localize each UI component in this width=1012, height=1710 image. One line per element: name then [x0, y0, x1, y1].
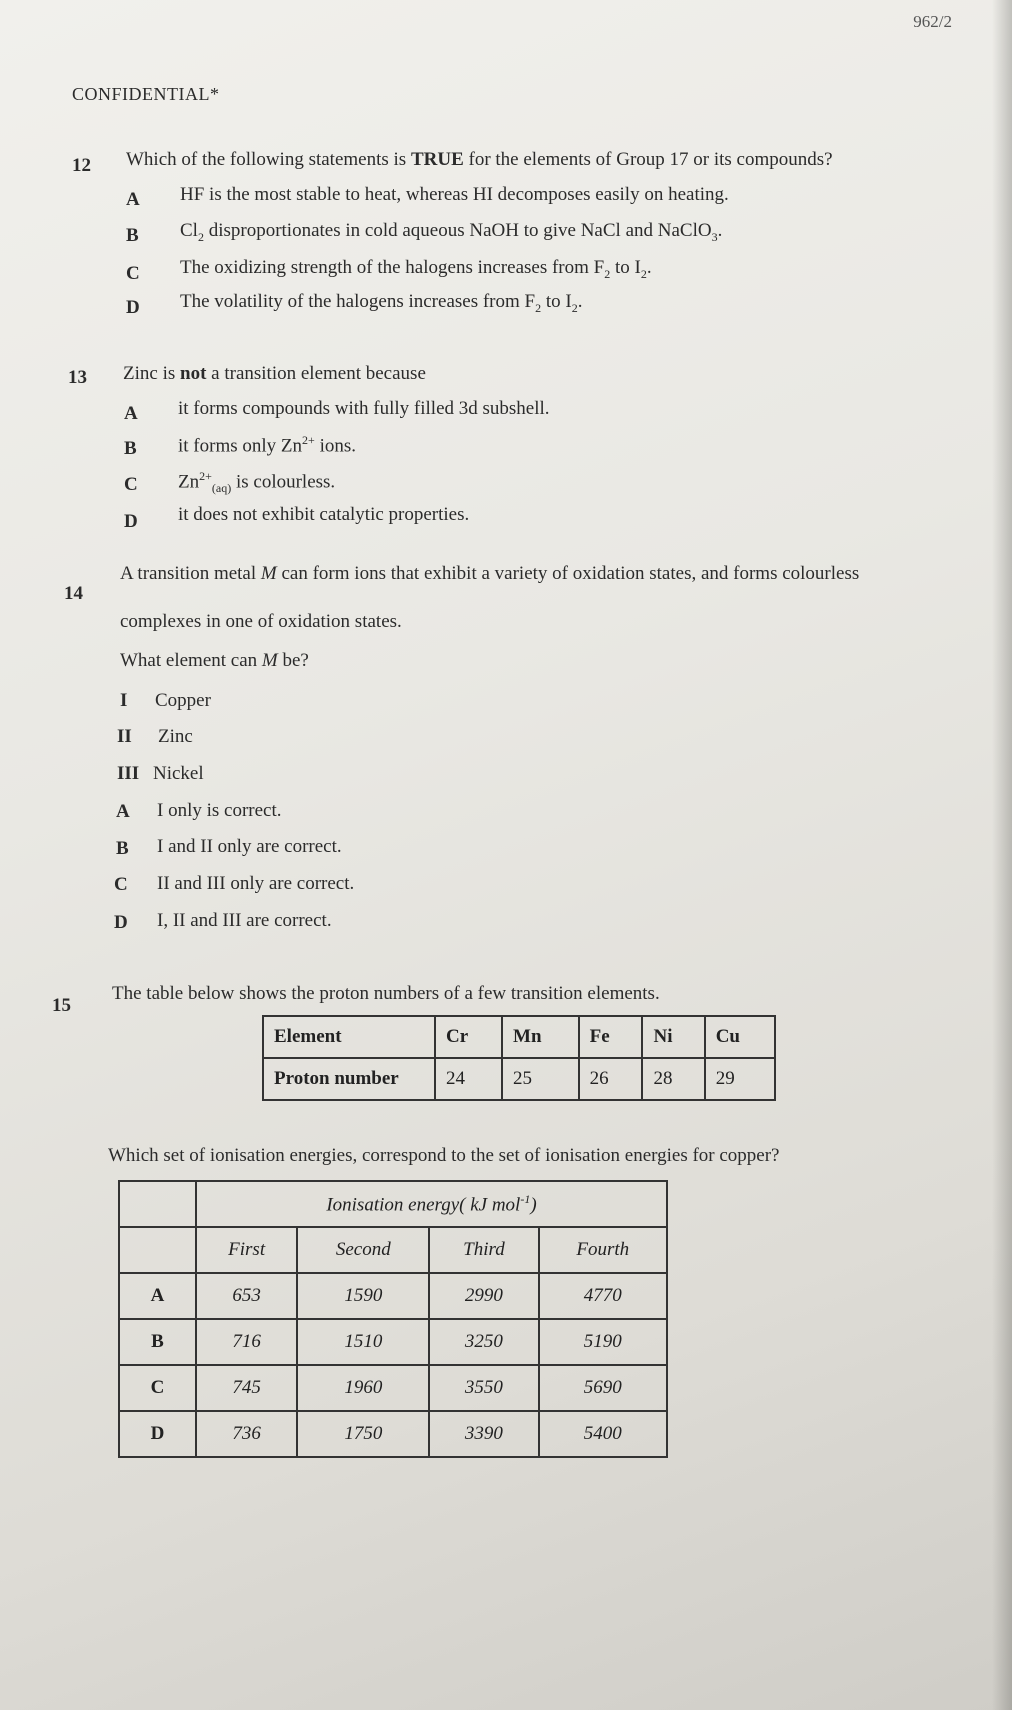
proton-number-cell: 28 — [642, 1058, 704, 1100]
table-row — [119, 1319, 667, 1365]
q14-question-b: be? — [277, 650, 309, 671]
q12-option-letter: A — [126, 189, 140, 210]
q12-option-a-text: HF is the most stable to heat, whereas HI decomposes easily on heating. — [180, 184, 729, 205]
ionisation-energy-table — [118, 1180, 668, 1458]
table-cell: 5190 — [539, 1319, 667, 1365]
table-row — [119, 1227, 667, 1273]
q14-option-a-text: I only is correct. — [157, 800, 282, 821]
column-header: Third — [429, 1227, 538, 1273]
q12-stem-text-2: for the elements of Group 17 or its compounds? — [463, 149, 833, 170]
table-cell: 5690 — [539, 1365, 667, 1411]
question-15-number: 15 — [52, 995, 71, 1016]
empty-corner-cell — [119, 1227, 196, 1273]
question-13-number: 13 — [68, 367, 87, 388]
q13-option-letter: D — [124, 511, 138, 532]
proton-number-cell: 26 — [579, 1058, 643, 1100]
q12-b-pre: Cl — [180, 220, 198, 241]
element-cell: Ni — [642, 1016, 704, 1058]
table-cell: 3550 — [429, 1365, 538, 1411]
q12-c-mid: to I — [610, 257, 641, 278]
table-cell: 3390 — [429, 1411, 538, 1457]
q13-c-sub: (aq) — [211, 481, 232, 496]
table-row — [119, 1411, 667, 1457]
q13-option-c-text — [178, 469, 335, 496]
question-14-stem-line1 — [120, 563, 859, 585]
q14-stem-b: can form ions that exhibit a variety of oxidation states, and forms colourless — [276, 563, 860, 584]
q14-statement-text: Copper — [155, 690, 211, 711]
element-cell: Cu — [705, 1016, 775, 1058]
q14-option-letter: C — [114, 874, 128, 895]
column-header: Second — [297, 1227, 429, 1273]
q12-b-end: . — [717, 220, 723, 241]
q12-stem-text-1: Which of the following statements is — [126, 149, 411, 170]
ie-title-end: ) — [530, 1194, 537, 1216]
question-14-stem-line2: complexes in one of oxidation states. — [120, 611, 402, 632]
q13-c-text: Zn — [178, 471, 200, 493]
element-cell: Mn — [502, 1016, 579, 1058]
q12-b-text: disproportionates in cold aqueous NaOH to give NaCl and NaClO — [203, 220, 712, 241]
q13-option-a-text: it forms compounds with fully filled 3d subshell. — [178, 398, 550, 419]
q12-c-end: . — [646, 257, 652, 278]
q14-stem-m: M — [260, 563, 277, 584]
question-14-question — [120, 650, 309, 672]
q14-statement-text: Nickel — [153, 763, 204, 784]
table-row — [263, 1016, 775, 1058]
q12-d-mid: to I — [541, 291, 572, 312]
q12-b-sub2: 3 — [711, 229, 718, 244]
table-cell: 2990 — [429, 1273, 538, 1319]
question-12-stem — [126, 149, 833, 171]
table-row — [263, 1058, 775, 1100]
q13-option-letter: A — [124, 403, 138, 424]
row-label: C — [119, 1365, 196, 1411]
q14-stem-a: A transition metal — [120, 563, 261, 584]
table-cell: 4770 — [539, 1273, 667, 1319]
column-header: First — [196, 1227, 297, 1273]
q13-option-letter: B — [124, 438, 137, 459]
table-cell: 3250 — [429, 1319, 538, 1365]
q14-statement-number: III — [117, 763, 140, 784]
q14-question-a: What element can — [120, 650, 262, 671]
q14-option-c-text: II and III only are correct. — [157, 873, 355, 894]
table-cell: 1750 — [297, 1411, 429, 1457]
q12-option-d-text — [180, 291, 582, 316]
ie-title-sup: -1 — [520, 1191, 531, 1206]
q12-stem-bold: TRUE — [410, 149, 464, 170]
question-13-stem — [123, 363, 426, 385]
q12-d-text: The volatility of the halogens increases from F — [180, 291, 536, 312]
q12-d-end: . — [577, 291, 583, 312]
element-cell: Cr — [435, 1016, 502, 1058]
proton-number-cell: 24 — [435, 1058, 502, 1100]
proton-number-table — [262, 1015, 776, 1101]
table-cell: 716 — [196, 1319, 297, 1365]
q12-c-sub2: 2 — [640, 266, 647, 281]
table-cell: 1510 — [297, 1319, 429, 1365]
q12-c-sub: 2 — [604, 266, 611, 281]
q13-c-sup: 2+ — [199, 469, 212, 483]
q14-statement-number: I — [120, 690, 128, 711]
q14-option-d-text: I, II and III are correct. — [157, 910, 332, 931]
q13-b-text: it forms only Zn — [178, 435, 303, 457]
q14-option-letter: D — [114, 912, 128, 933]
proton-number-cell: 29 — [705, 1058, 775, 1100]
q12-option-letter: C — [126, 263, 140, 284]
q14-option-letter: A — [116, 801, 130, 822]
q12-d-sub: 2 — [535, 300, 542, 315]
table-row — [119, 1181, 667, 1227]
table-cell: 1960 — [297, 1365, 429, 1411]
column-header: Fourth — [539, 1227, 667, 1273]
table-cell: 653 — [196, 1273, 297, 1319]
q14-statement-text: Zinc — [158, 726, 193, 747]
question-14-number: 14 — [64, 583, 83, 604]
table-row — [119, 1365, 667, 1411]
table-row — [119, 1273, 667, 1319]
q13-stem-text-1: Zinc is — [123, 363, 180, 384]
table-cell: 745 — [196, 1365, 297, 1411]
q14-statement-number: II — [117, 726, 132, 747]
q13-c-end: is colourless. — [231, 471, 336, 493]
q14-option-b-text: I and II only are correct. — [157, 836, 342, 857]
confidential-label: CONFIDENTIAL* — [72, 84, 220, 104]
paper-code: 962/2 — [913, 12, 952, 31]
q12-option-c-text — [180, 257, 652, 282]
proton-number-header: Proton number — [263, 1058, 435, 1100]
q13-option-letter: C — [124, 474, 138, 495]
q12-c-text: The oxidizing strength of the halogens increases from F — [180, 257, 605, 278]
element-header: Element — [263, 1016, 435, 1058]
question-15-question: Which set of ionisation energies, correspond to the set of ionisation energies for copper? — [108, 1145, 780, 1166]
ionisation-energy-title — [196, 1181, 667, 1227]
q14-option-letter: B — [116, 838, 129, 859]
row-label: B — [119, 1319, 196, 1365]
q13-b-end: ions. — [314, 435, 356, 457]
element-cell: Fe — [579, 1016, 643, 1058]
q13-option-d-text: it does not exhibit catalytic properties. — [178, 504, 470, 525]
question-12-number: 12 — [72, 155, 91, 176]
table-cell: 5400 — [539, 1411, 667, 1457]
q12-d-sub2: 2 — [571, 300, 578, 315]
q12-option-b-text — [180, 220, 722, 245]
ie-title-text: Ionisation energy( kJ mol — [326, 1194, 521, 1216]
q12-option-letter: B — [126, 225, 139, 246]
q12-option-letter: D — [126, 297, 140, 318]
q12-b-sub: 2 — [197, 229, 204, 244]
q13-option-b-text — [178, 433, 356, 457]
q13-b-sup: 2+ — [302, 433, 315, 447]
q14-question-m: M — [261, 650, 278, 671]
table-cell: 1590 — [297, 1273, 429, 1319]
table-cell: 736 — [196, 1411, 297, 1457]
row-label: D — [119, 1411, 196, 1457]
proton-number-cell: 25 — [502, 1058, 579, 1100]
q13-stem-text-2: a transition element because — [206, 363, 426, 384]
paper-edge-shadow — [992, 0, 1012, 1710]
question-15-stem: The table below shows the proton numbers of a few transition elements. — [112, 983, 660, 1004]
q13-stem-bold: not — [180, 363, 207, 384]
row-label: A — [119, 1273, 196, 1319]
empty-corner-cell — [119, 1181, 196, 1227]
